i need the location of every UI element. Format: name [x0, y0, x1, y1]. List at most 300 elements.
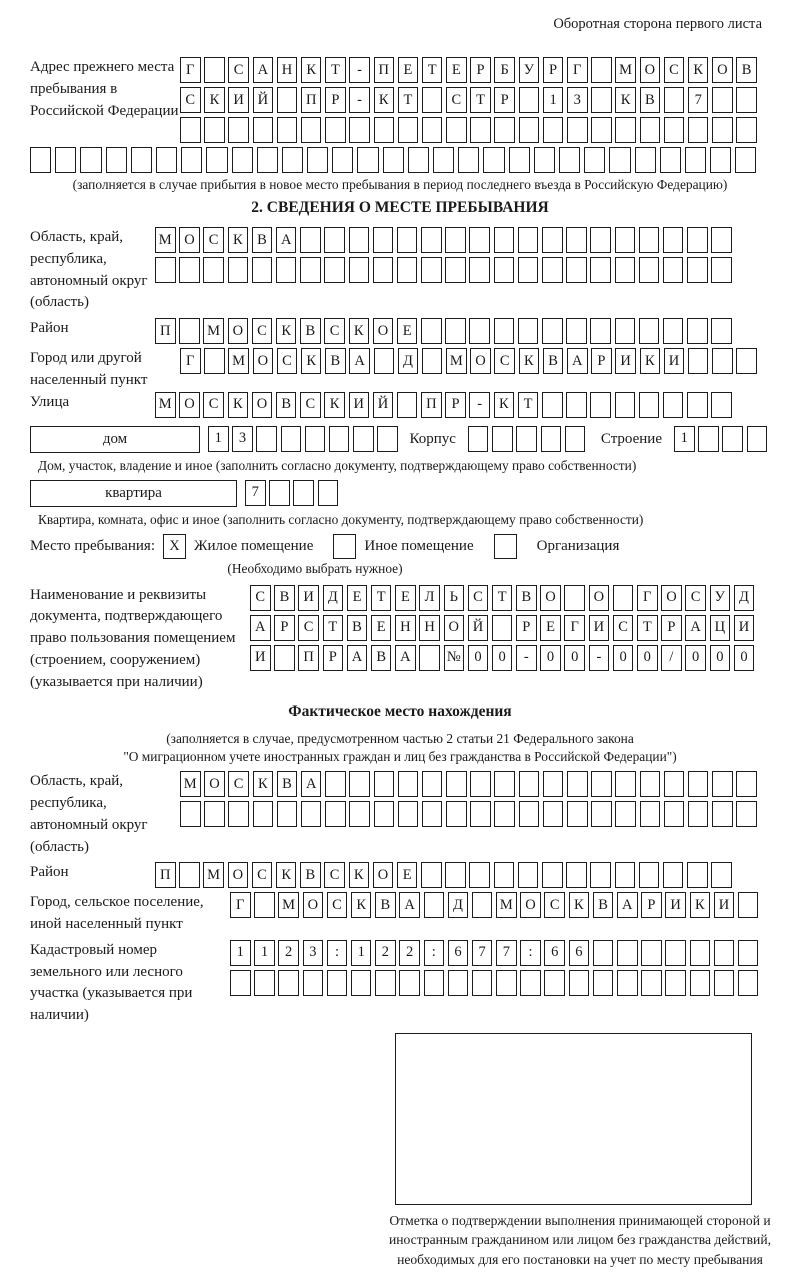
char-cell[interactable]: [559, 147, 580, 173]
char-cell[interactable]: [543, 801, 564, 827]
char-cell[interactable]: 0: [685, 645, 706, 671]
char-cell[interactable]: [421, 318, 442, 344]
char-cell[interactable]: 0: [540, 645, 561, 671]
checkbox-other[interactable]: [333, 534, 356, 559]
char-cell[interactable]: [422, 771, 443, 797]
char-cell[interactable]: [518, 257, 539, 283]
char-cell[interactable]: [232, 147, 253, 173]
char-cell[interactable]: 2: [399, 940, 420, 966]
char-cell[interactable]: [519, 771, 540, 797]
char-cell[interactable]: [591, 87, 612, 113]
char-cell[interactable]: М: [180, 771, 201, 797]
char-cell[interactable]: [399, 970, 420, 996]
char-cell[interactable]: [494, 227, 515, 253]
char-cell[interactable]: 1: [674, 426, 695, 452]
char-cell[interactable]: М: [155, 227, 176, 253]
char-cell[interactable]: [664, 771, 685, 797]
checkbox-living[interactable]: X: [163, 534, 186, 559]
char-cell[interactable]: В: [274, 585, 295, 611]
char-cell[interactable]: 6: [448, 940, 469, 966]
char-cell[interactable]: В: [300, 318, 321, 344]
char-cell[interactable]: [615, 227, 636, 253]
char-cell[interactable]: [590, 318, 611, 344]
char-cell[interactable]: [639, 227, 660, 253]
char-cell[interactable]: [543, 117, 564, 143]
char-cell[interactable]: [687, 862, 708, 888]
char-cell[interactable]: [300, 227, 321, 253]
char-cell[interactable]: Р: [323, 645, 344, 671]
char-cell[interactable]: 0: [564, 645, 585, 671]
char-cell[interactable]: [230, 970, 251, 996]
char-cell[interactable]: [228, 257, 249, 283]
char-cell[interactable]: В: [325, 348, 346, 374]
char-cell[interactable]: [324, 257, 345, 283]
char-cell[interactable]: [590, 862, 611, 888]
char-cell[interactable]: [542, 862, 563, 888]
char-cell[interactable]: 3: [567, 87, 588, 113]
char-cell[interactable]: [591, 801, 612, 827]
char-cell[interactable]: О: [228, 318, 249, 344]
char-cell[interactable]: [377, 426, 398, 452]
char-cell[interactable]: К: [276, 318, 297, 344]
char-cell[interactable]: О: [204, 771, 225, 797]
char-cell[interactable]: [712, 87, 733, 113]
char-cell[interactable]: 6: [569, 940, 590, 966]
char-cell[interactable]: [349, 227, 370, 253]
char-cell[interactable]: Р: [591, 348, 612, 374]
char-cell[interactable]: К: [301, 348, 322, 374]
char-cell[interactable]: Р: [661, 615, 682, 641]
char-cell[interactable]: [307, 147, 328, 173]
char-cell[interactable]: [472, 892, 493, 918]
char-cell[interactable]: О: [303, 892, 324, 918]
char-cell[interactable]: В: [543, 348, 564, 374]
char-cell[interactable]: Р: [470, 57, 491, 83]
char-cell[interactable]: [494, 318, 515, 344]
char-cell[interactable]: И: [228, 87, 249, 113]
char-cell[interactable]: И: [714, 892, 735, 918]
char-cell[interactable]: :: [327, 940, 348, 966]
char-cell[interactable]: [688, 117, 709, 143]
char-cell[interactable]: [398, 801, 419, 827]
char-cell[interactable]: [640, 771, 661, 797]
char-cell[interactable]: -: [516, 645, 537, 671]
char-cell[interactable]: [448, 970, 469, 996]
char-cell[interactable]: И: [734, 615, 755, 641]
char-cell[interactable]: [736, 801, 757, 827]
char-cell[interactable]: Й: [373, 392, 394, 418]
char-cell[interactable]: [349, 771, 370, 797]
char-cell[interactable]: №: [444, 645, 465, 671]
char-cell[interactable]: [278, 970, 299, 996]
char-cell[interactable]: Ь: [444, 585, 465, 611]
char-cell[interactable]: В: [736, 57, 757, 83]
char-cell[interactable]: [374, 348, 395, 374]
char-cell[interactable]: 1: [351, 940, 372, 966]
char-cell[interactable]: [383, 147, 404, 173]
char-cell[interactable]: Б: [494, 57, 515, 83]
char-cell[interactable]: Й: [468, 615, 489, 641]
char-cell[interactable]: [494, 117, 515, 143]
char-cell[interactable]: [422, 801, 443, 827]
char-cell[interactable]: [324, 227, 345, 253]
char-cell[interactable]: [180, 117, 201, 143]
char-cell[interactable]: [711, 257, 732, 283]
char-cell[interactable]: [494, 801, 515, 827]
char-cell[interactable]: В: [347, 615, 368, 641]
char-cell[interactable]: К: [688, 57, 709, 83]
char-cell[interactable]: [496, 970, 517, 996]
char-cell[interactable]: [349, 117, 370, 143]
char-cell[interactable]: [375, 970, 396, 996]
char-cell[interactable]: [424, 970, 445, 996]
char-cell[interactable]: [106, 147, 127, 173]
char-cell[interactable]: К: [204, 87, 225, 113]
char-cell[interactable]: [544, 970, 565, 996]
char-cell[interactable]: С: [685, 585, 706, 611]
char-cell[interactable]: [567, 117, 588, 143]
char-cell[interactable]: [445, 257, 466, 283]
char-cell[interactable]: О: [373, 862, 394, 888]
house-box[interactable]: дом: [30, 426, 200, 453]
char-cell[interactable]: Т: [371, 585, 392, 611]
char-cell[interactable]: [204, 57, 225, 83]
char-cell[interactable]: К: [615, 87, 636, 113]
char-cell[interactable]: [332, 147, 353, 173]
char-cell[interactable]: [615, 862, 636, 888]
char-cell[interactable]: С: [327, 892, 348, 918]
char-cell[interactable]: [593, 940, 614, 966]
char-cell[interactable]: [374, 801, 395, 827]
char-cell[interactable]: [373, 227, 394, 253]
char-cell[interactable]: С: [544, 892, 565, 918]
char-cell[interactable]: В: [640, 87, 661, 113]
char-cell[interactable]: [445, 862, 466, 888]
char-cell[interactable]: О: [179, 227, 200, 253]
char-cell[interactable]: С: [300, 392, 321, 418]
char-cell[interactable]: В: [252, 227, 273, 253]
char-cell[interactable]: С: [324, 318, 345, 344]
char-cell[interactable]: [712, 801, 733, 827]
char-cell[interactable]: [639, 392, 660, 418]
char-cell[interactable]: К: [349, 862, 370, 888]
char-cell[interactable]: П: [298, 645, 319, 671]
char-cell[interactable]: К: [640, 348, 661, 374]
char-cell[interactable]: [635, 147, 656, 173]
char-cell[interactable]: [542, 318, 563, 344]
char-cell[interactable]: [253, 117, 274, 143]
char-cell[interactable]: [206, 147, 227, 173]
char-cell[interactable]: Е: [397, 862, 418, 888]
char-cell[interactable]: [663, 392, 684, 418]
char-cell[interactable]: [253, 801, 274, 827]
char-cell[interactable]: Т: [470, 87, 491, 113]
char-cell[interactable]: :: [520, 940, 541, 966]
char-cell[interactable]: [712, 117, 733, 143]
char-cell[interactable]: Г: [564, 615, 585, 641]
char-cell[interactable]: С: [494, 348, 515, 374]
char-cell[interactable]: [282, 147, 303, 173]
char-cell[interactable]: [738, 970, 759, 996]
char-cell[interactable]: У: [519, 57, 540, 83]
char-cell[interactable]: С: [277, 348, 298, 374]
char-cell[interactable]: Г: [567, 57, 588, 83]
char-cell[interactable]: О: [540, 585, 561, 611]
char-cell[interactable]: [329, 426, 350, 452]
char-cell[interactable]: Т: [398, 87, 419, 113]
char-cell[interactable]: [640, 117, 661, 143]
char-cell[interactable]: Р: [274, 615, 295, 641]
char-cell[interactable]: [714, 940, 735, 966]
char-cell[interactable]: С: [250, 585, 271, 611]
char-cell[interactable]: [276, 257, 297, 283]
char-cell[interactable]: [494, 771, 515, 797]
char-cell[interactable]: [204, 801, 225, 827]
char-cell[interactable]: [458, 147, 479, 173]
char-cell[interactable]: О: [373, 318, 394, 344]
char-cell[interactable]: О: [640, 57, 661, 83]
char-cell[interactable]: [228, 801, 249, 827]
char-cell[interactable]: 1: [208, 426, 229, 452]
char-cell[interactable]: И: [664, 348, 685, 374]
char-cell[interactable]: [687, 227, 708, 253]
char-cell[interactable]: [542, 257, 563, 283]
char-cell[interactable]: [277, 87, 298, 113]
char-cell[interactable]: О: [470, 348, 491, 374]
char-cell[interactable]: [590, 392, 611, 418]
char-cell[interactable]: Т: [492, 585, 513, 611]
char-cell[interactable]: [712, 348, 733, 374]
char-cell[interactable]: М: [615, 57, 636, 83]
char-cell[interactable]: [397, 227, 418, 253]
char-cell[interactable]: 1: [230, 940, 251, 966]
char-cell[interactable]: И: [250, 645, 271, 671]
char-cell[interactable]: [710, 147, 731, 173]
char-cell[interactable]: А: [685, 615, 706, 641]
char-cell[interactable]: [639, 257, 660, 283]
char-cell[interactable]: [687, 318, 708, 344]
char-cell[interactable]: Д: [398, 348, 419, 374]
char-cell[interactable]: П: [155, 318, 176, 344]
char-cell[interactable]: А: [301, 771, 322, 797]
char-cell[interactable]: [492, 426, 513, 452]
char-cell[interactable]: Л: [419, 585, 440, 611]
char-cell[interactable]: [469, 318, 490, 344]
char-cell[interactable]: [567, 771, 588, 797]
char-cell[interactable]: [736, 117, 757, 143]
char-cell[interactable]: М: [496, 892, 517, 918]
char-cell[interactable]: [639, 862, 660, 888]
char-cell[interactable]: К: [374, 87, 395, 113]
char-cell[interactable]: Т: [518, 392, 539, 418]
char-cell[interactable]: 7: [472, 940, 493, 966]
char-cell[interactable]: [660, 147, 681, 173]
char-cell[interactable]: И: [589, 615, 610, 641]
char-cell[interactable]: О: [179, 392, 200, 418]
char-cell[interactable]: П: [155, 862, 176, 888]
char-cell[interactable]: [252, 257, 273, 283]
char-cell[interactable]: Р: [641, 892, 662, 918]
char-cell[interactable]: [722, 426, 743, 452]
char-cell[interactable]: С: [203, 227, 224, 253]
char-cell[interactable]: Е: [540, 615, 561, 641]
char-cell[interactable]: :: [424, 940, 445, 966]
char-cell[interactable]: С: [252, 318, 273, 344]
char-cell[interactable]: А: [276, 227, 297, 253]
char-cell[interactable]: П: [421, 392, 442, 418]
char-cell[interactable]: [566, 318, 587, 344]
char-cell[interactable]: С: [180, 87, 201, 113]
char-cell[interactable]: [446, 117, 467, 143]
char-cell[interactable]: А: [617, 892, 638, 918]
char-cell[interactable]: Й: [253, 87, 274, 113]
char-cell[interactable]: 0: [468, 645, 489, 671]
char-cell[interactable]: [325, 117, 346, 143]
char-cell[interactable]: [374, 771, 395, 797]
char-cell[interactable]: [445, 318, 466, 344]
char-cell[interactable]: [472, 970, 493, 996]
char-cell[interactable]: П: [301, 87, 322, 113]
char-cell[interactable]: [711, 318, 732, 344]
char-cell[interactable]: О: [228, 862, 249, 888]
char-cell[interactable]: В: [375, 892, 396, 918]
char-cell[interactable]: [327, 970, 348, 996]
char-cell[interactable]: М: [446, 348, 467, 374]
char-cell[interactable]: Н: [277, 57, 298, 83]
char-cell[interactable]: 3: [232, 426, 253, 452]
char-cell[interactable]: [615, 771, 636, 797]
char-cell[interactable]: [564, 585, 585, 611]
char-cell[interactable]: [591, 771, 612, 797]
char-cell[interactable]: [204, 348, 225, 374]
char-cell[interactable]: [615, 318, 636, 344]
char-cell[interactable]: О: [661, 585, 682, 611]
char-cell[interactable]: [357, 147, 378, 173]
char-cell[interactable]: [80, 147, 101, 173]
char-cell[interactable]: Д: [734, 585, 755, 611]
char-cell[interactable]: Г: [230, 892, 251, 918]
char-cell[interactable]: [509, 147, 530, 173]
char-cell[interactable]: -: [349, 87, 370, 113]
char-cell[interactable]: [433, 147, 454, 173]
char-cell[interactable]: [617, 970, 638, 996]
char-cell[interactable]: [663, 862, 684, 888]
char-cell[interactable]: И: [615, 348, 636, 374]
char-cell[interactable]: [494, 862, 515, 888]
char-cell[interactable]: Г: [180, 57, 201, 83]
char-cell[interactable]: [180, 801, 201, 827]
char-cell[interactable]: [30, 147, 51, 173]
char-cell[interactable]: [301, 801, 322, 827]
char-cell[interactable]: К: [276, 862, 297, 888]
char-cell[interactable]: [569, 970, 590, 996]
char-cell[interactable]: [698, 426, 719, 452]
char-cell[interactable]: -: [589, 645, 610, 671]
char-cell[interactable]: [155, 257, 176, 283]
char-cell[interactable]: Н: [419, 615, 440, 641]
char-cell[interactable]: [424, 892, 445, 918]
char-cell[interactable]: Р: [494, 87, 515, 113]
char-cell[interactable]: [688, 801, 709, 827]
char-cell[interactable]: [690, 940, 711, 966]
char-cell[interactable]: [543, 771, 564, 797]
char-cell[interactable]: [349, 801, 370, 827]
char-cell[interactable]: [747, 426, 768, 452]
char-cell[interactable]: [518, 862, 539, 888]
char-cell[interactable]: К: [228, 392, 249, 418]
char-cell[interactable]: М: [203, 862, 224, 888]
char-cell[interactable]: [470, 771, 491, 797]
char-cell[interactable]: 0: [734, 645, 755, 671]
char-cell[interactable]: О: [589, 585, 610, 611]
char-cell[interactable]: [274, 645, 295, 671]
char-cell[interactable]: О: [252, 392, 273, 418]
char-cell[interactable]: В: [371, 645, 392, 671]
char-cell[interactable]: [446, 771, 467, 797]
char-cell[interactable]: [520, 970, 541, 996]
char-cell[interactable]: Р: [543, 57, 564, 83]
char-cell[interactable]: К: [349, 318, 370, 344]
char-cell[interactable]: [293, 480, 314, 506]
apartment-box[interactable]: квартира: [30, 480, 237, 507]
char-cell[interactable]: [483, 147, 504, 173]
char-cell[interactable]: В: [276, 392, 297, 418]
char-cell[interactable]: Н: [395, 615, 416, 641]
char-cell[interactable]: [688, 771, 709, 797]
char-cell[interactable]: [685, 147, 706, 173]
char-cell[interactable]: [615, 117, 636, 143]
char-cell[interactable]: [55, 147, 76, 173]
char-cell[interactable]: [353, 426, 374, 452]
char-cell[interactable]: Р: [325, 87, 346, 113]
char-cell[interactable]: С: [324, 862, 345, 888]
char-cell[interactable]: К: [253, 771, 274, 797]
char-cell[interactable]: [690, 970, 711, 996]
char-cell[interactable]: А: [567, 348, 588, 374]
char-cell[interactable]: [179, 862, 200, 888]
char-cell[interactable]: 0: [637, 645, 658, 671]
char-cell[interactable]: Г: [637, 585, 658, 611]
char-cell[interactable]: [518, 227, 539, 253]
char-cell[interactable]: [519, 117, 540, 143]
char-cell[interactable]: [257, 147, 278, 173]
char-cell[interactable]: [566, 862, 587, 888]
char-cell[interactable]: [566, 227, 587, 253]
char-cell[interactable]: В: [277, 771, 298, 797]
char-cell[interactable]: [470, 801, 491, 827]
char-cell[interactable]: Р: [445, 392, 466, 418]
char-cell[interactable]: [590, 227, 611, 253]
char-cell[interactable]: [534, 147, 555, 173]
char-cell[interactable]: Е: [347, 585, 368, 611]
char-cell[interactable]: [617, 940, 638, 966]
char-cell[interactable]: [469, 862, 490, 888]
char-cell[interactable]: Т: [325, 57, 346, 83]
char-cell[interactable]: [565, 426, 586, 452]
char-cell[interactable]: [735, 147, 756, 173]
char-cell[interactable]: Д: [323, 585, 344, 611]
char-cell[interactable]: [640, 801, 661, 827]
char-cell[interactable]: -: [349, 57, 370, 83]
char-cell[interactable]: [664, 87, 685, 113]
char-cell[interactable]: [738, 892, 759, 918]
char-cell[interactable]: [519, 87, 540, 113]
char-cell[interactable]: [663, 227, 684, 253]
char-cell[interactable]: [663, 318, 684, 344]
char-cell[interactable]: [300, 257, 321, 283]
char-cell[interactable]: С: [228, 771, 249, 797]
char-cell[interactable]: [318, 480, 339, 506]
